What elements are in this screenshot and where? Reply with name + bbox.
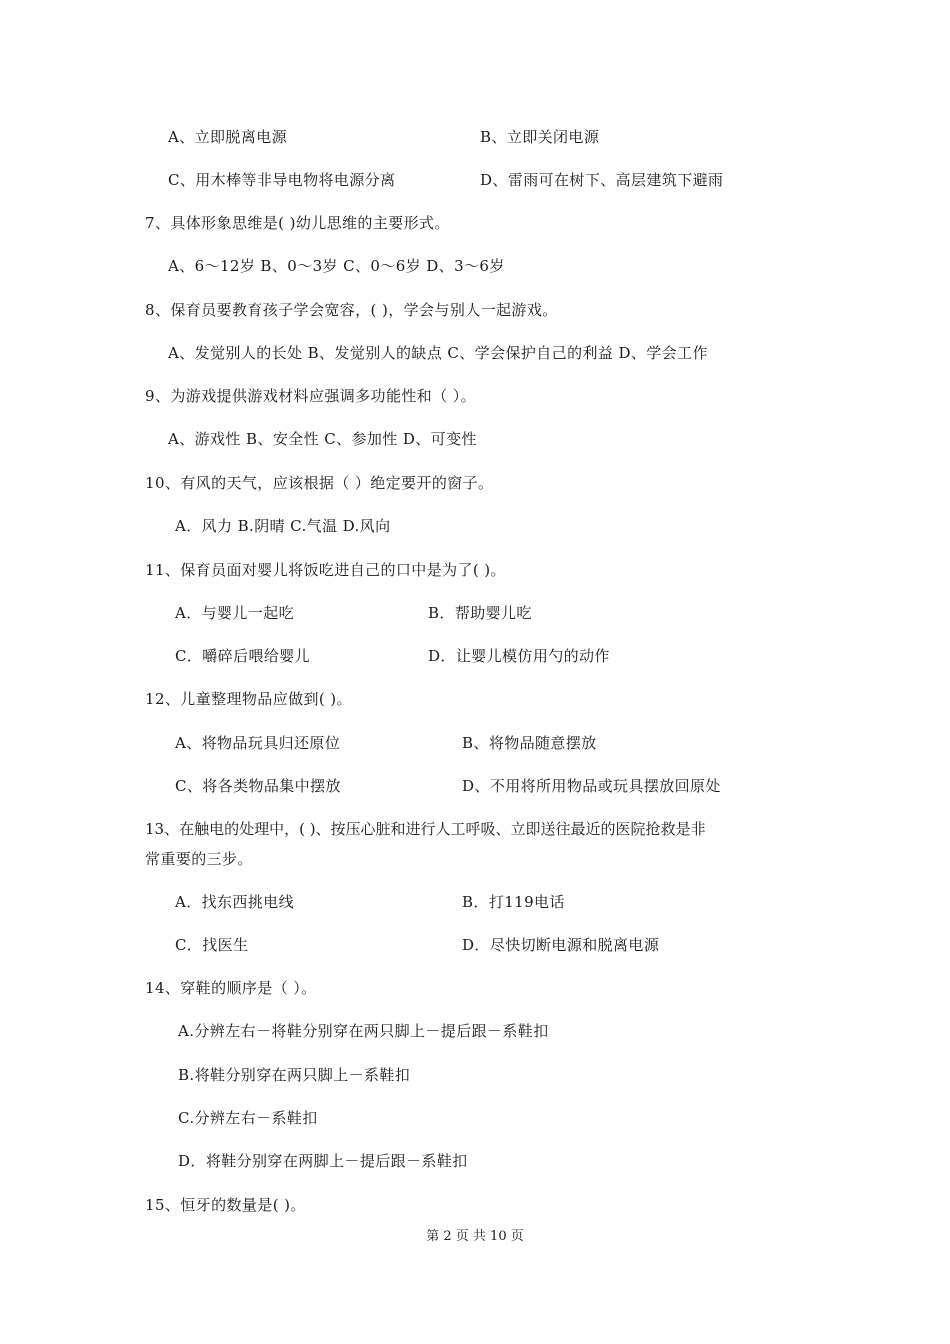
q8-stem: 8、保育员要教育孩子学会宽容，( )，学会与别人一起游戏。 [145, 301, 558, 319]
page-footer: 第 2 页 共 10 页 [426, 1229, 524, 1244]
q8-options: A、发觉别人的长处 B、发觉别人的缺点 C、学会保护自己的利益 D、学会工作 [168, 344, 708, 362]
q6-option-c: C、用木棒等非导电物将电源分离 [168, 171, 396, 189]
q11-option-a: A．与婴儿一起吃 [175, 604, 295, 622]
q10-stem: 10、有风的天气，应该根据（ ）绝定要开的窗子。 [145, 474, 494, 492]
q13-option-a: A．找东西挑电线 [175, 893, 295, 911]
q11-option-d: D．让婴儿模仿用勺的动作 [428, 647, 610, 665]
q9-options: A、游戏性 B、安全性 C、参加性 D、可变性 [168, 430, 477, 448]
q12-option-a: A、将物品玩具归还原位 [175, 734, 341, 752]
q12-option-d: D、不用将所用物品或玩具摆放回原处 [462, 777, 721, 795]
q11-option-b: B．帮助婴儿吃 [428, 604, 532, 622]
q12-option-b: B、将物品随意摆放 [462, 734, 597, 752]
q7-stem: 7、具体形象思维是( )幼儿思维的主要形式。 [145, 214, 450, 232]
q12-stem: 12、儿童整理物品应做到( )。 [145, 690, 352, 708]
q6-option-d: D、雷雨可在树下、高层建筑下避雨 [480, 171, 724, 189]
q14-option-b: B.将鞋分别穿在两只脚上－系鞋扣 [178, 1066, 411, 1084]
q9-stem: 9、为游戏提供游戏材料应强调多功能性和（ ）。 [145, 387, 477, 405]
q14-option-a: A.分辨左右－将鞋分别穿在两只脚上－提后跟－系鞋扣 [178, 1022, 549, 1040]
q14-option-c: C.分辨左右－系鞋扣 [178, 1109, 318, 1127]
q14-option-d: D．将鞋分别穿在两脚上－提后跟－系鞋扣 [178, 1152, 468, 1170]
q7-options: A、6～12岁 B、0～3岁 C、0～6岁 D、3～6岁 [168, 257, 505, 275]
q13-stem-line-2: 常重要的三步。 [145, 850, 253, 868]
q13-stem-line-1: 13、在触电的处理中，( )、按压心脏和进行人工呼吸、立即送往最近的医院抢救是非 [145, 820, 706, 838]
q11-stem: 11、保育员面对婴儿将饭吃进自己的口中是为了( )。 [145, 561, 506, 579]
q14-stem: 14、穿鞋的顺序是（ ）。 [145, 979, 317, 997]
q10-options: A．风力 B.阴晴 C.气温 D.风向 [175, 517, 391, 535]
q13-option-c: C．找医生 [175, 936, 249, 954]
q6-option-a: A、立即脱离电源 [168, 128, 288, 146]
q12-option-c: C、将各类物品集中摆放 [175, 777, 341, 795]
q13-option-d: D．尽快切断电源和脱离电源 [462, 936, 660, 954]
q15-stem: 15、恒牙的数量是( )。 [145, 1196, 306, 1214]
q6-option-b: B、立即关闭电源 [480, 128, 600, 146]
q13-option-b: B．打119电话 [462, 893, 565, 911]
q11-option-c: C．嚼碎后喂给婴儿 [175, 647, 311, 665]
